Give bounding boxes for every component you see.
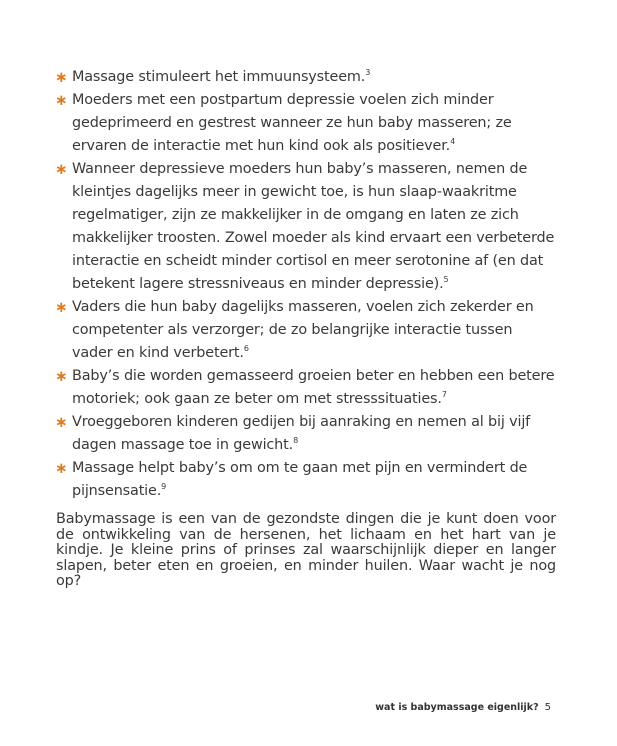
list-item-text: Wanneer depressieve moeders hun baby’s masseren, nemen de kleintjes dagelijks meer in gewicht toe, is hun slaap-waakritme regelmatiger, zijn ze makkelijker in de omgang en laten ze zich makkelijker troosten. Zowel moeder als kind ervaart een verbeterde interactie en scheidt minder cortisol en meer serotonine af (en dat betekent lagere stressniveaus en minder depressie). xyxy=(72,161,555,292)
asterisk-icon: ∗ xyxy=(55,298,68,316)
list-item-text: Baby’s die worden gemasseerd groeien beter en hebben een betere motoriek; ook gaan ze beter om met stresssituaties. xyxy=(72,368,555,407)
asterisk-icon: ∗ xyxy=(55,459,68,477)
list-item-text: Vroeggeboren kinderen gedijen bij aanraking en nemen al bij vijf dagen massage toe in gewicht. xyxy=(72,414,531,453)
list-item xyxy=(56,89,556,158)
asterisk-icon: ∗ xyxy=(55,367,68,385)
list-item xyxy=(56,411,556,457)
list-item xyxy=(56,66,556,89)
footnote-ref: 5 xyxy=(443,275,449,285)
asterisk-icon: ∗ xyxy=(55,68,68,86)
closing-paragraph: Babymassage is een van de gezondste dingen die je kunt doen voor de ontwikkeling van de hersenen, het lichaam en het hart van je kindje. Je kleine prins of prinses zal waarschijnlijk dieper en langer slapen, beter eten en groeien, en minder huilen. Waar wacht je nog op? xyxy=(56,511,556,590)
running-title: wat is babymassage eigenlijk? xyxy=(375,702,539,713)
footnote-ref: 9 xyxy=(161,482,167,492)
list-item xyxy=(56,296,556,365)
list-item-text: Moeders met een postpartum depressie voelen zich minder gedeprimeerd en gestrest wanneer ze hun baby masseren; ze ervaren de interactie met hun kind ook als positiever. xyxy=(72,92,512,154)
list-item-text: Vaders die hun baby dagelijks masseren, voelen zich zekerder en competenter als verzorger; de zo belangrijke interactie tussen vader en kind verbetert. xyxy=(72,299,534,361)
asterisk-icon: ∗ xyxy=(55,413,68,431)
page-body xyxy=(56,66,556,604)
footnote-ref: 4 xyxy=(450,137,456,147)
footnote-ref: 8 xyxy=(293,436,299,446)
asterisk-icon: ∗ xyxy=(55,91,68,109)
page-footer xyxy=(375,702,551,713)
list-item-text: Massage stimuleert het immuunsysteem. xyxy=(72,69,366,85)
footnote-ref: 6 xyxy=(243,344,249,354)
list-item xyxy=(56,158,556,296)
list-item-text: Massage helpt baby’s om om te gaan met pijn en vermindert de pijnsensatie. xyxy=(72,460,528,499)
footnote-ref: 3 xyxy=(365,68,371,78)
list-item xyxy=(56,457,556,503)
footnote-ref: 7 xyxy=(441,390,447,400)
list-item xyxy=(56,365,556,411)
asterisk-icon: ∗ xyxy=(55,160,68,178)
benefits-list xyxy=(56,66,556,503)
page-number: 5 xyxy=(544,702,551,713)
